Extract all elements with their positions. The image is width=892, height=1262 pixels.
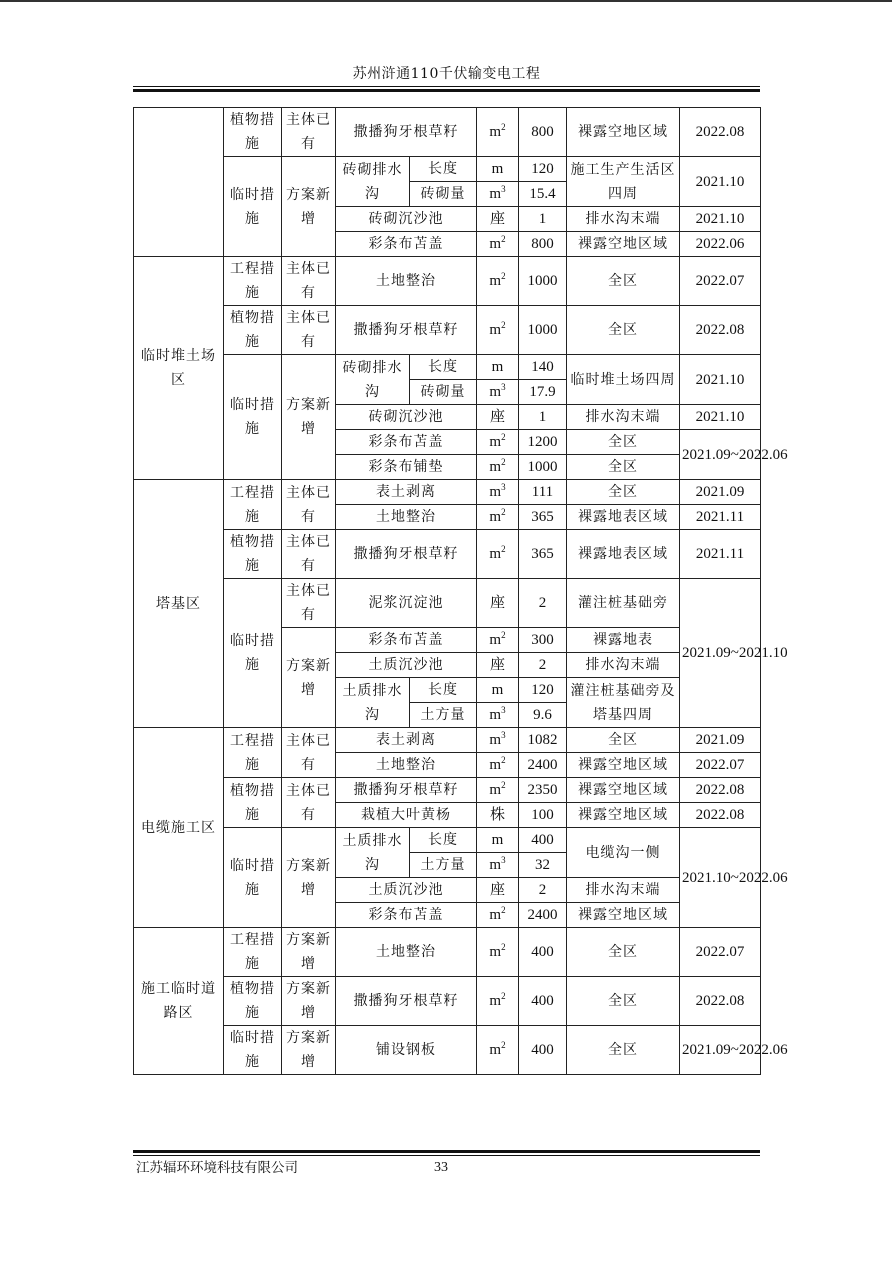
table-row (134, 355, 761, 380)
measure-cell: 彩条布苫盖 (336, 430, 477, 455)
location-cell: 灌注桩基础旁及塔基四周 (567, 678, 680, 728)
location-cell: 全区 (567, 728, 680, 753)
source-cell: 主体已有 (282, 728, 336, 778)
date-cell: 2021.11 (680, 505, 761, 530)
location-cell: 裸露空地区域 (567, 753, 680, 778)
header-rule-thin (133, 86, 760, 87)
page-header-title: 苏州浒通110千伏输变电工程 (352, 66, 541, 82)
category-cell: 工程措施 (224, 480, 282, 530)
sub-measure-cell: 土方量 (410, 703, 477, 728)
source-cell: 方案新增 (282, 157, 336, 257)
table-row (134, 778, 761, 803)
location-cell: 施工生产生活区四周 (567, 157, 680, 207)
quantity-cell: 140 (519, 355, 567, 380)
date-cell: 2022.06 (680, 232, 761, 257)
category-cell: 植物措施 (224, 977, 282, 1026)
page-number: 33 (434, 1160, 448, 1175)
quantity-cell: 400 (519, 1026, 567, 1075)
measure-cell: 土质沉沙池 (336, 653, 477, 678)
unit-cell: $m^2$ (477, 455, 519, 480)
date-cell: 2022.08 (680, 803, 761, 828)
measure-cell: 彩条布铺垫 (336, 455, 477, 480)
source-cell: 主体已有 (282, 480, 336, 530)
unit-cell: m (477, 355, 519, 380)
date-cell: 2021.09 (680, 480, 761, 505)
date-cell: 2021.10 (680, 207, 761, 232)
measure-cell: 泥浆沉淀池 (336, 579, 477, 628)
measure-cell: 撒播狗牙根草籽 (336, 778, 477, 803)
zone-cell: 电缆施工区 (134, 728, 224, 928)
location-cell: 裸露空地区域 (567, 903, 680, 928)
quantity-cell: 2400 (519, 753, 567, 778)
location-cell: 电缆沟一侧 (567, 828, 680, 878)
sub-measure-cell: 长度 (410, 157, 477, 182)
quantity-cell: 365 (519, 530, 567, 579)
location-cell: 裸露空地区域 (567, 232, 680, 257)
location-cell: 全区 (567, 1026, 680, 1075)
sub-measure-cell: 长度 (410, 355, 477, 380)
quantity-cell: 2350 (519, 778, 567, 803)
quantity-cell: 1200 (519, 430, 567, 455)
quantity-cell: 1000 (519, 455, 567, 480)
measure-cell: 彩条布苫盖 (336, 628, 477, 653)
unit-cell: $m^2$ (477, 257, 519, 306)
quantity-cell: 1 (519, 405, 567, 430)
measure-cell: 表土剥离 (336, 728, 477, 753)
category-cell: 临时措施 (224, 355, 282, 480)
sub-measure-cell: 砖砌量 (410, 182, 477, 207)
unit-cell: $m^2$ (477, 306, 519, 355)
category-cell: 临时措施 (224, 579, 282, 728)
table-row (134, 157, 761, 182)
source-cell: 方案新增 (282, 928, 336, 977)
location-cell: 全区 (567, 430, 680, 455)
quantity-cell: 300 (519, 628, 567, 653)
quantity-cell: 17.9 (519, 380, 567, 405)
category-cell: 植物措施 (224, 778, 282, 828)
measure-cell: 铺设钢板 (336, 1026, 477, 1075)
measure-cell: 砖砌沉沙池 (336, 207, 477, 232)
location-cell: 临时堆土场四周 (567, 355, 680, 405)
source-cell: 方案新增 (282, 828, 336, 928)
measure-cell: 土质沉沙池 (336, 878, 477, 903)
measure-cell: 土地整治 (336, 505, 477, 530)
category-cell: 植物措施 (224, 530, 282, 579)
source-cell: 主体已有 (282, 778, 336, 828)
sub-measure-cell: 土方量 (410, 853, 477, 878)
source-cell: 方案新增 (282, 1026, 336, 1075)
unit-cell: m (477, 157, 519, 182)
category-cell: 植物措施 (224, 108, 282, 157)
location-cell: 全区 (567, 928, 680, 977)
quantity-cell: 400 (519, 828, 567, 853)
date-cell: 2021.09~2022.06 (680, 430, 761, 480)
date-cell: 2022.07 (680, 928, 761, 977)
quantity-cell: 2 (519, 579, 567, 628)
unit-cell: $m^2$ (477, 778, 519, 803)
unit-cell: $m^3$ (477, 480, 519, 505)
zone-cell: 塔基区 (134, 480, 224, 728)
source-cell: 主体已有 (282, 108, 336, 157)
unit-cell: $m^2$ (477, 753, 519, 778)
quantity-cell: 2400 (519, 903, 567, 928)
measure-cell: 彩条布苫盖 (336, 903, 477, 928)
quantity-cell: 2 (519, 878, 567, 903)
unit-cell: 座 (477, 405, 519, 430)
source-cell: 主体已有 (282, 530, 336, 579)
unit-cell: 座 (477, 579, 519, 628)
measure-cell: 砖砌沉沙池 (336, 405, 477, 430)
location-cell: 裸露空地区域 (567, 108, 680, 157)
unit-cell: 座 (477, 653, 519, 678)
measure-cell: 土质排水沟 (336, 828, 410, 878)
quantity-cell: 111 (519, 480, 567, 505)
location-cell: 裸露空地区域 (567, 803, 680, 828)
scan-top-edge-line (0, 0, 892, 2)
date-cell: 2022.08 (680, 977, 761, 1026)
date-cell: 2021.09 (680, 728, 761, 753)
unit-cell: $m^2$ (477, 928, 519, 977)
date-cell: 2021.10 (680, 157, 761, 207)
quantity-cell: 2 (519, 653, 567, 678)
soil-conservation-measures-table (133, 107, 788, 1075)
unit-cell: m (477, 678, 519, 703)
measure-cell: 表土剥离 (336, 480, 477, 505)
footer-rule-thick (133, 1150, 760, 1153)
unit-cell: 株 (477, 803, 519, 828)
unit-cell: $m^3$ (477, 380, 519, 405)
quantity-cell: 100 (519, 803, 567, 828)
unit-cell: $m^2$ (477, 628, 519, 653)
unit-cell: $m^2$ (477, 108, 519, 157)
unit-cell: $m^3$ (477, 182, 519, 207)
table-row (134, 728, 761, 753)
unit-cell: $m^2$ (477, 977, 519, 1026)
zone-cell-continued (134, 108, 224, 257)
location-cell: 排水沟末端 (567, 653, 680, 678)
quantity-cell: 365 (519, 505, 567, 530)
quantity-cell: 400 (519, 977, 567, 1026)
footer-rule-thin (133, 1155, 760, 1156)
quantity-cell: 1 (519, 207, 567, 232)
date-cell: 2021.10 (680, 355, 761, 405)
unit-cell: $m^3$ (477, 853, 519, 878)
category-cell: 工程措施 (224, 257, 282, 306)
measure-cell: 彩条布苫盖 (336, 232, 477, 257)
measure-cell: 土地整治 (336, 753, 477, 778)
date-cell: 2022.08 (680, 306, 761, 355)
table-row (134, 828, 761, 853)
location-cell: 裸露地表 (567, 628, 680, 653)
location-cell: 排水沟末端 (567, 207, 680, 232)
location-cell: 全区 (567, 977, 680, 1026)
date-cell: 2021.11 (680, 530, 761, 579)
unit-cell: $m^2$ (477, 530, 519, 579)
source-cell: 主体已有 (282, 579, 336, 628)
date-cell: 2022.07 (680, 257, 761, 306)
sub-measure-cell: 长度 (410, 828, 477, 853)
measure-cell: 撒播狗牙根草籽 (336, 977, 477, 1026)
quantity-cell: 15.4 (519, 182, 567, 207)
unit-cell: $m^2$ (477, 903, 519, 928)
unit-cell: $m^3$ (477, 728, 519, 753)
source-cell: 方案新增 (282, 977, 336, 1026)
location-cell: 灌注桩基础旁 (567, 579, 680, 628)
quantity-cell: 1000 (519, 306, 567, 355)
date-cell: 2022.08 (680, 778, 761, 803)
location-cell: 裸露地表区域 (567, 530, 680, 579)
category-cell: 临时措施 (224, 157, 282, 257)
unit-cell: $m^2$ (477, 430, 519, 455)
unit-cell: 座 (477, 207, 519, 232)
unit-cell: 座 (477, 878, 519, 903)
quantity-cell: 120 (519, 678, 567, 703)
measure-cell: 撒播狗牙根草籽 (336, 108, 477, 157)
date-cell: 2021.10 (680, 405, 761, 430)
measure-cell: 栽植大叶黄杨 (336, 803, 477, 828)
location-cell: 全区 (567, 480, 680, 505)
quantity-cell: 1082 (519, 728, 567, 753)
quantity-cell: 800 (519, 108, 567, 157)
source-cell: 方案新增 (282, 355, 336, 480)
category-cell: 工程措施 (224, 928, 282, 977)
sub-measure-cell: 砖砌量 (410, 380, 477, 405)
measure-cell: 撒播狗牙根草籽 (336, 530, 477, 579)
measure-cell: 土质排水沟 (336, 678, 410, 728)
measure-cell: 砖砌排水沟 (336, 355, 410, 405)
category-cell: 临时措施 (224, 1026, 282, 1075)
quantity-cell: 400 (519, 928, 567, 977)
date-cell: 2021.09~2022.06 (680, 1026, 761, 1075)
location-cell: 裸露地表区域 (567, 505, 680, 530)
measure-cell: 撒播狗牙根草籽 (336, 306, 477, 355)
source-cell: 主体已有 (282, 306, 336, 355)
location-cell: 全区 (567, 257, 680, 306)
unit-cell: $m^2$ (477, 505, 519, 530)
header-rule-thick (133, 89, 760, 92)
source-cell: 主体已有 (282, 257, 336, 306)
quantity-cell: 32 (519, 853, 567, 878)
measure-cell: 土地整治 (336, 257, 477, 306)
quantity-cell: 1000 (519, 257, 567, 306)
zone-cell: 施工临时道路区 (134, 928, 224, 1075)
sub-measure-cell: 长度 (410, 678, 477, 703)
location-cell: 裸露空地区域 (567, 778, 680, 803)
unit-cell: $m^3$ (477, 703, 519, 728)
date-cell: 2022.08 (680, 108, 761, 157)
source-cell: 方案新增 (282, 628, 336, 728)
location-cell: 全区 (567, 455, 680, 480)
date-cell: 2021.10~2022.06 (680, 828, 761, 928)
quantity-cell: 800 (519, 232, 567, 257)
table-row (134, 480, 761, 505)
measure-cell: 砖砌排水沟 (336, 157, 410, 207)
date-cell: 2021.09~2021.10 (680, 579, 761, 728)
category-cell: 临时措施 (224, 828, 282, 928)
category-cell: 工程措施 (224, 728, 282, 778)
quantity-cell: 120 (519, 157, 567, 182)
category-cell: 植物措施 (224, 306, 282, 355)
unit-cell: m (477, 828, 519, 853)
date-cell: 2022.07 (680, 753, 761, 778)
quantity-cell: 9.6 (519, 703, 567, 728)
zone-cell: 临时堆土场区 (134, 257, 224, 480)
footer-company-name: 江苏辐环环境科技有限公司 (136, 1160, 298, 1176)
unit-cell: $m^2$ (477, 1026, 519, 1075)
location-cell: 全区 (567, 306, 680, 355)
unit-cell: $m^2$ (477, 232, 519, 257)
location-cell: 排水沟末端 (567, 878, 680, 903)
measure-cell: 土地整治 (336, 928, 477, 977)
location-cell: 排水沟末端 (567, 405, 680, 430)
